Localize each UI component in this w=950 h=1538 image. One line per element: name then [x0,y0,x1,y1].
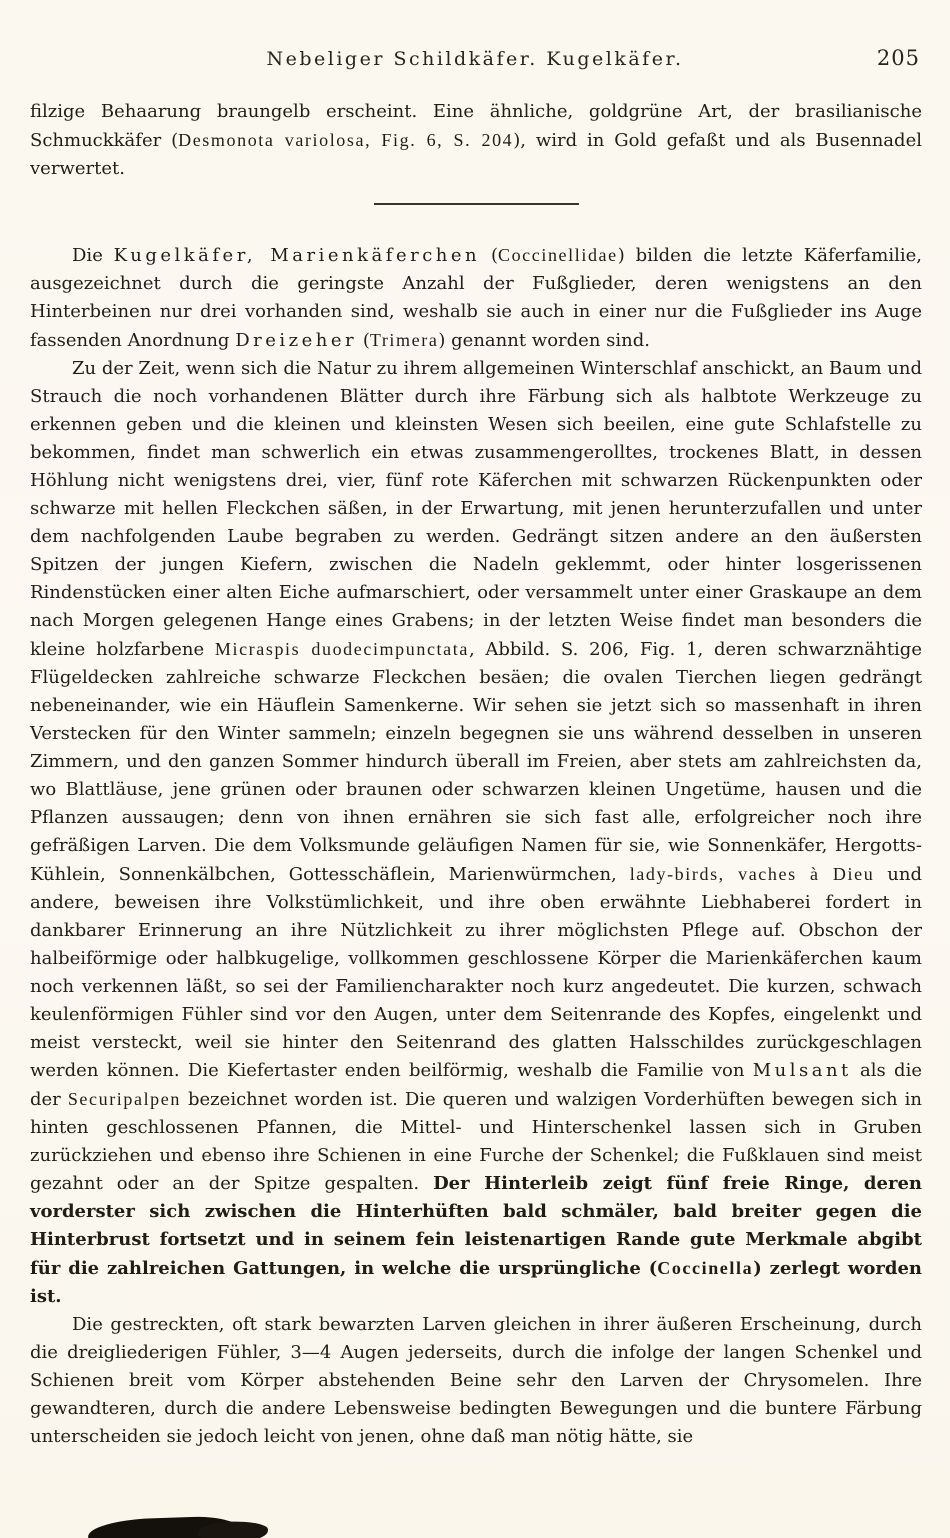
text-segment: Coccinellidae [497,245,618,265]
text-segment: Der Hinterleib zeigt fünf freie Ringe, deren vorderster sich zwischen die Hinterhüften bald schmäler, bald breiter gegen die Hinterbrust fortsetzt und in seinem fein leistenartigen Rande gute Merkmale abgibt für die zahlreichen Gattungen, in welche die ursprüngliche ( [30,1173,922,1279]
page-header [0,0,950,74]
text-segment: Coccinella [657,1258,754,1278]
scan-artifact [88,1515,239,1538]
text-segment: Desmonota variolosa, Fig. 6, S. 204 [178,130,514,150]
text-segment: ), wird in Gold gefaßt und als Busennadel verwertet. [30,130,922,179]
paragraph [30,1311,922,1451]
text-segment: ) genannt worden sind. [438,330,650,351]
text-segment: und andere, beweisen ihre Volkstümlichkeit, und ihre oben erwähnte Liebhaberei fordert in dankbarer Erinnerung an ihre Nützlichkeit zu ihrer möglichsten Pflege auf. Obschon der halbeiförmige oder halbkugelige, vollkommen geschlossene Körper die Marienkäferchen kaum noch verkennen läßt, so sei der Familiencharakter noch kurz angedeutet. Die kurzen, schwach keulenförmigen Fühler sind vor den Augen, unter dem Seitenrande des Kopfes, eingelenkt und meist versteckt, weil sie hinter den Seitenrand des glatten Halsschildes zurückgeschlagen werden können. Die Kiefertaster enden beilförmig, weshalb die Familie von [30,864,922,1081]
text-segment: ( [480,245,498,266]
text-segment: Kugelkäfer, Marienkäferchen [113,245,481,266]
paragraph [30,355,922,1311]
text-segment: lady-birds, vaches à Dieu [629,864,875,884]
page-number: 205 [876,46,920,70]
text-segment: ( [357,330,370,351]
text-segment: Die [72,245,114,266]
text-segment: Securipalpen [67,1089,181,1109]
text-segment: Mulsant [752,1060,852,1081]
section-divider [374,203,579,205]
page-body [30,98,922,1451]
text-segment: als die der [30,1060,922,1110]
text-segment: ) zerlegt worden ist. [30,1258,923,1307]
text-segment: Die gestreckten, oft stark bewarzten Larven gleichen in ihrer äußeren Erscheinung, durch die dreigliederigen Fühler, 3—4 Augen jederseits, durch die infolge der langen Schenkel und Schienen breit vom Körper abstehenden Beine sehr den Larven der Chrysomelen. Ihre gewandteren, durch die andere Lebensweise bedingten Bewegungen und die buntere Färbung unterscheiden sie jedoch leicht von jenen, ohne daß man nötig hätte, sie [30,1314,922,1447]
running-title: Nebeliger Schildkäfer. Kugelkäfer. [266,48,684,70]
text-segment: Micraspis duodecimpunctata [214,639,469,659]
text-segment: Trimera [369,330,439,350]
text-segment: , Abbild. S. 206, Fig. 1, deren schwarznähtige Flügeldecken zahlreiche schwarze Fleckchen besäen; die ovalen Tierchen liegen gedrängt nebeneinander, wie ein Häuflein Samenkerne. Wir sehen sie jetzt sich so massenhaft in ihren Verstecken für den Winter sammeln; einzeln begegnen sie uns während desselben in unseren Zimmern, und den ganzen Sommer hindurch überall im Freien, aber stets am zahlreichsten da, wo Blattläuse, jene grünen oder braunen oder schwarzen kleinen Ungetüme, hausen und die Pflanzen aussaugen; denn von ihnen ernähren sie sich fast alle, erfolgreicher noch ihre gefräßigen Larven. Die dem Volksmunde geläufigen Namen für sie, wie Sonnenkäfer, Hergotts-Kühlein, Sonnenkälbchen, Gottesschäflein, Marienwürmchen, [30,639,922,885]
text-segment: Zu der Zeit, wenn sich die Natur zu ihrem allgemeinen Winterschlaf anschickt, an Baum und Strauch die noch vorhandenen Blätter durch ihre Färbung sich als halbtote Werkzeuge zu erkennen geben und die kleinen und kleinsten Wesen sich beeilen, eine gute Schlafstelle zu bekommen, findet man schwerlich ein etwas zusammengerolltes, trockenes Blatt, in dessen Höhlung nicht wenigstens drei, vier, fünf rote Käferchen mit schwarzen Rückenpunkten oder schwarze mit hellen Fleckchen säßen, in der Erwartung, mit jenen herunterzufallen und unter dem nachfolgenden Laube begraben zu werden. Gedrängt sitzen andere an den äußersten Spitzen der jungen Kiefern, zwischen die Nadeln geklemmt, oder hinter losgerissenen Rindenstücken einer alten Eiche aufmarschiert, oder versammelt unter einer Graskaupe an dem nach Morgen gelegenen Hange eines Grabens; in der letzten Weise findet man besonders die kleine holzfarbene [30,358,922,660]
text-segment: ) bilden die letzte Käferfamilie, ausgezeichnet durch die geringste Anzahl der Fußglieder, deren wenigstens an den Hinterbeinen nur drei vorhanden sind, weshalb sie auch in einer nur die Fußglieder ins Auge fassenden Anordnung [30,245,922,351]
paragraph [30,98,922,183]
text-segment: filzige Behaarung braungelb erscheint. Eine ähnliche, goldgrüne Art, der brasilianische Schmuckkäfer ( [30,101,922,151]
paragraph [30,241,922,355]
text-segment: Dreizeher [235,330,358,351]
text-segment: bezeichnet worden ist. Die queren und walzigen Vorderhüften bewegen sich in hinten geschlossenen Pfannen, die Mittel- und Hinterschenkel lassen sich in Gruben zurückziehen und ebenso ihre Schienen in eine Furche der Schenkel; die Fußklauen sind meist gezahnt oder an der Spitze gespalten. [30,1089,922,1194]
